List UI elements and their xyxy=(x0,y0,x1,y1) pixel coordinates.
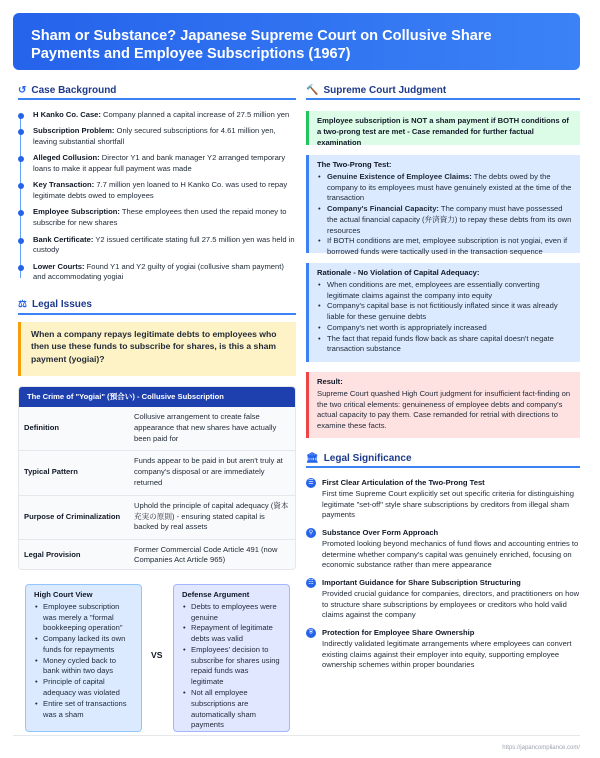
result-text: Supreme Court quashed High Court judgment for insufficient fact-finding on the two critical elements: genuineness of employee debts and company's actual capacity to pay them. Case remanded for retrial with directions to examine these facts. xyxy=(317,388,571,431)
section-rule xyxy=(306,98,580,100)
significance-item xyxy=(306,478,580,521)
list-item: • Debts to employees were genuine xyxy=(182,602,281,624)
timeline-dot xyxy=(18,238,24,244)
section-rule xyxy=(18,98,296,100)
timeline-dot xyxy=(18,113,24,119)
significance-title: First Clear Articulation of the Two-Prong Test xyxy=(322,478,485,487)
checklist-icon: ☰ xyxy=(306,478,316,488)
high-court-title: High Court View xyxy=(34,590,93,599)
timeline-item: Alleged Collusion: Director Y1 and bank manager Y2 arranged temporary loans to make it appear full payment was made xyxy=(20,153,298,175)
footer-url[interactable]: https://japancompliance.com/ xyxy=(502,745,580,751)
timeline-item: H Kanko Co. Case: Company planned a capital increase of 27.5 million yen xyxy=(20,110,298,121)
legal-significance-heading: 🏛 Legal Significance xyxy=(306,452,412,466)
timeline-dot xyxy=(18,129,24,135)
scales-icon: ⚖ xyxy=(18,299,27,310)
row-value: Funds appear to be paid in but aren't truly at company's disposal or are immediately returned xyxy=(129,450,295,495)
yogiai-table xyxy=(18,386,296,570)
table-row xyxy=(19,407,295,450)
rationale-title: Rationale - No Violation of Capital Adequacy: xyxy=(317,268,480,277)
defense-title: Defense Argument xyxy=(182,590,250,599)
table-row xyxy=(19,539,295,570)
legal-question: When a company repays legitimate debts to employees who then use these funds to subscribe for shares, is this a sham payment (yogiai)? xyxy=(18,322,296,376)
list-item: • Genuine Existence of Employee Claims: The debts owed by the company to its employees must have genuinely existed at the time of the transaction xyxy=(317,172,572,204)
row-value: Collusive arrangement to create false appearance that new shares have actually been paid for xyxy=(129,407,295,450)
list-item: • Principle of capital adequacy was violated xyxy=(34,677,133,699)
timeline-dot xyxy=(18,183,24,189)
versus-label: VS xyxy=(151,650,163,660)
judgment-result xyxy=(306,372,580,438)
row-key: Typical Pattern xyxy=(19,450,129,495)
section-rule xyxy=(18,313,296,315)
page-header xyxy=(13,13,580,70)
list-item: • Company's capital base is not fictitiously inflated since it was already liable for these genuine debts xyxy=(317,301,572,323)
judgment-heading: 🔨 Supreme Court Judgment xyxy=(306,84,446,98)
timeline-dot xyxy=(18,156,24,162)
magnifier-icon: ⚲ xyxy=(306,528,316,538)
case-background-heading: ↺ Case Background xyxy=(18,84,116,98)
timeline-item: Employee Subscription: These employees then used the repaid money to subscribe for new shares xyxy=(20,207,298,229)
yogiai-table-title: The Crime of "Yogiai" (預合い) - Collusive Subscription xyxy=(19,387,295,407)
significance-item xyxy=(306,528,580,571)
significance-text: First time Supreme Court explicitly set out specific criteria for distinguishing legitimate "set-off" style share subscriptions by creditors from illegal sham payments xyxy=(322,488,574,520)
significance-text: Provided crucial guidance for companies, directors, and practitioners on how to structure share subscriptions by employees or creditors who hold valid claims against the company xyxy=(322,588,580,620)
row-value: Uphold the principle of capital adequacy (資本充実の原則) - ensuring stated capital is backed by real assets xyxy=(129,495,295,539)
timeline-dot xyxy=(18,265,24,271)
defense-argument xyxy=(173,584,290,732)
list-item: • Company's Financial Capacity: The company must have possessed the actual financial capacity (弁済資力) to repay these debts from its own resources xyxy=(317,204,572,236)
test-title: The Two-Prong Test: xyxy=(317,160,392,169)
timeline-item: Lower Courts: Found Y1 and Y2 guilty of yogiai (collusive sham payment) and accommodating yogiai xyxy=(20,262,298,284)
significance-item xyxy=(306,578,580,621)
rationale xyxy=(306,263,580,362)
shield-icon: ⛨ xyxy=(306,628,316,638)
list-item: • Repayment of legitimate debts was valid xyxy=(182,623,281,645)
two-prong-test xyxy=(306,155,580,257)
timeline-item: Key Transaction: 7.7 million yen loaned to H Kanko Co. was used to repay legitimate debts owed to employees xyxy=(20,180,298,202)
table-row xyxy=(19,495,295,539)
significance-text: Indirectly validated legitimate arrangements where employees can convert existing claims against their employer into equity, supporting employee ownership schemes within proper boundaries xyxy=(322,638,572,670)
row-value: Former Commercial Code Article 491 (now Companies Act Article 965) xyxy=(134,544,278,565)
result-title: Result: xyxy=(317,377,343,386)
timeline-item: Subscription Problem: Only secured subscriptions for 4.61 million yen, leaving substantial shortfall xyxy=(20,126,298,148)
timeline-dot xyxy=(18,210,24,216)
history-icon: ↺ xyxy=(18,85,27,96)
list-item: • Company lacked its own funds for repayments xyxy=(34,634,133,656)
significance-title: Protection for Employee Share Ownership xyxy=(322,628,475,637)
significance-item xyxy=(306,628,580,671)
list-item: • Entire set of transactions was a sham xyxy=(34,699,133,721)
guide-icon: ☷ xyxy=(306,578,316,588)
case-timeline xyxy=(20,110,298,289)
gavel-icon: 🔨 xyxy=(306,85,319,96)
timeline-item: Bank Certificate: Y2 issued certificate stating full 27.5 million yen was held in custody xyxy=(20,235,298,257)
significance-title: Important Guidance for Share Subscription Structuring xyxy=(322,578,521,587)
judgment-holding: Employee subscription is NOT a sham payment if BOTH conditions of a two-prong test are met - Case remanded for further factual examination xyxy=(306,111,580,145)
list-item: • Not all employee subscriptions are automatically sham payments xyxy=(182,688,281,731)
list-item: • Company's net worth is appropriately increased xyxy=(317,323,572,334)
list-item: • The fact that repaid funds flow back as share capital doesn't negate transaction substance xyxy=(317,334,572,356)
list-item: • Employees' decision to subscribe for shares using repaid funds was legitimate xyxy=(182,645,281,688)
legal-issues-heading: ⚖ Legal Issues xyxy=(18,298,92,312)
significance-title: Substance Over Form Approach xyxy=(322,528,439,537)
row-key: Purpose of Criminalization xyxy=(19,495,129,539)
list-item: • If BOTH conditions are met, employee subscription is not yogiai, even if borrowed funds were tactically used in the transaction sequence xyxy=(317,236,572,258)
list-item: • Employee subscription was merely a "formal bookkeeping operation" xyxy=(34,602,133,634)
list-item: • Money cycled back to bank within two days xyxy=(34,656,133,678)
row-key: Definition xyxy=(19,407,129,450)
high-court-view xyxy=(25,584,142,732)
significance-text: Promoted looking beyond mechanics of fund flows and accounting entries to determine whether company's capital was genuinely enriched, focusing on economic substance rather than mere appearance xyxy=(322,538,579,570)
list-item: • When conditions are met, employees are essentially converting legitimate claims against the company into equity xyxy=(317,280,572,302)
institution-icon: 🏛 xyxy=(306,453,319,464)
footer-divider xyxy=(13,735,580,736)
page-title: Sham or Substance? Japanese Supreme Court on Collusive Share Payments and Employee Subscriptions (1967) xyxy=(31,28,492,63)
row-key: Legal Provision xyxy=(24,549,81,559)
section-rule xyxy=(306,466,580,468)
table-row xyxy=(19,450,295,495)
